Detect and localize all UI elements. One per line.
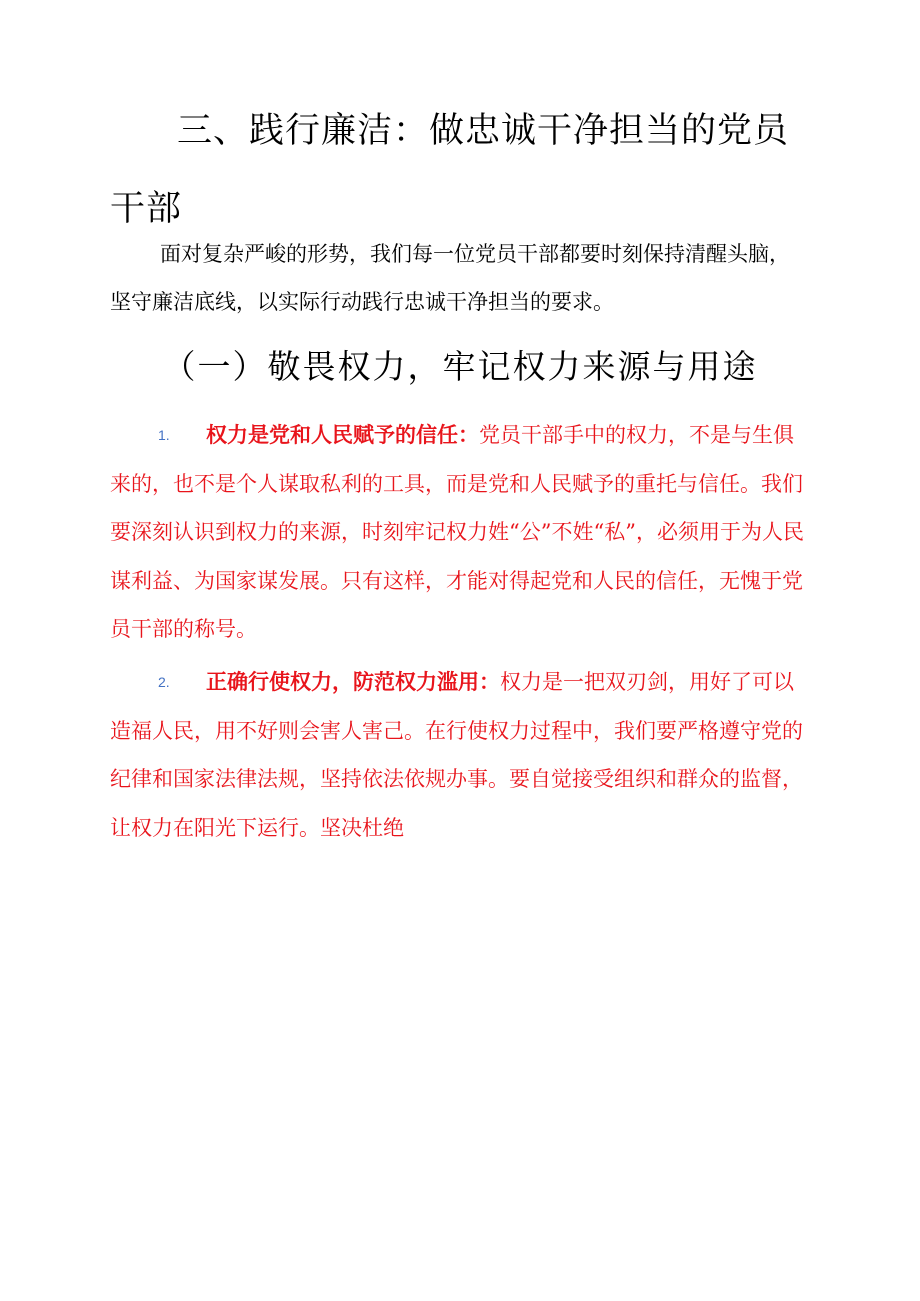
list-item xyxy=(110,658,810,852)
list-item-body: 党员干部手中的权力，不是与生俱来的，也不是个人谋取私利的工具，而是党和人民赋予的重托与信任。我们要深刻认识到权力的来源，时刻牢记权力姓“公”不姓“私”，必须用于为人民谋利益、为国家谋发展。只有这样，才能对得起党和人民的信任，无愧于党员干部的称号。 xyxy=(110,423,804,641)
section-heading: 三、践行廉洁：做忠诚干净担当的党员干部 xyxy=(110,111,790,229)
intro-paragraph: 面对复杂严峻的形势，我们每一位党员干部都要时刻保持清醒头脑，坚守廉洁底线，以实际行动践行忠诚干净担当的要求。 xyxy=(110,242,790,314)
list-number: 1. xyxy=(158,427,170,443)
subsection-heading: （一）敬畏权力，牢记权力来源与用途 xyxy=(162,347,758,386)
list-item-lead: 正确行使权力，防范权力滥用： xyxy=(206,669,500,694)
list-number: 2. xyxy=(158,674,170,690)
list-item-body: 权力是一把双刃剑，用好了可以造福人民，用不好则会害人害己。在行使权力过程中，我们要严格遵守党的纪律和国家法律法规，坚持依法依规办事。要自觉接受组织和群众的监督，让权力在阳光下运行。坚决杜绝 xyxy=(110,670,803,840)
list-item xyxy=(110,411,810,654)
list-item-lead: 权力是党和人民赋予的信任： xyxy=(206,422,479,447)
